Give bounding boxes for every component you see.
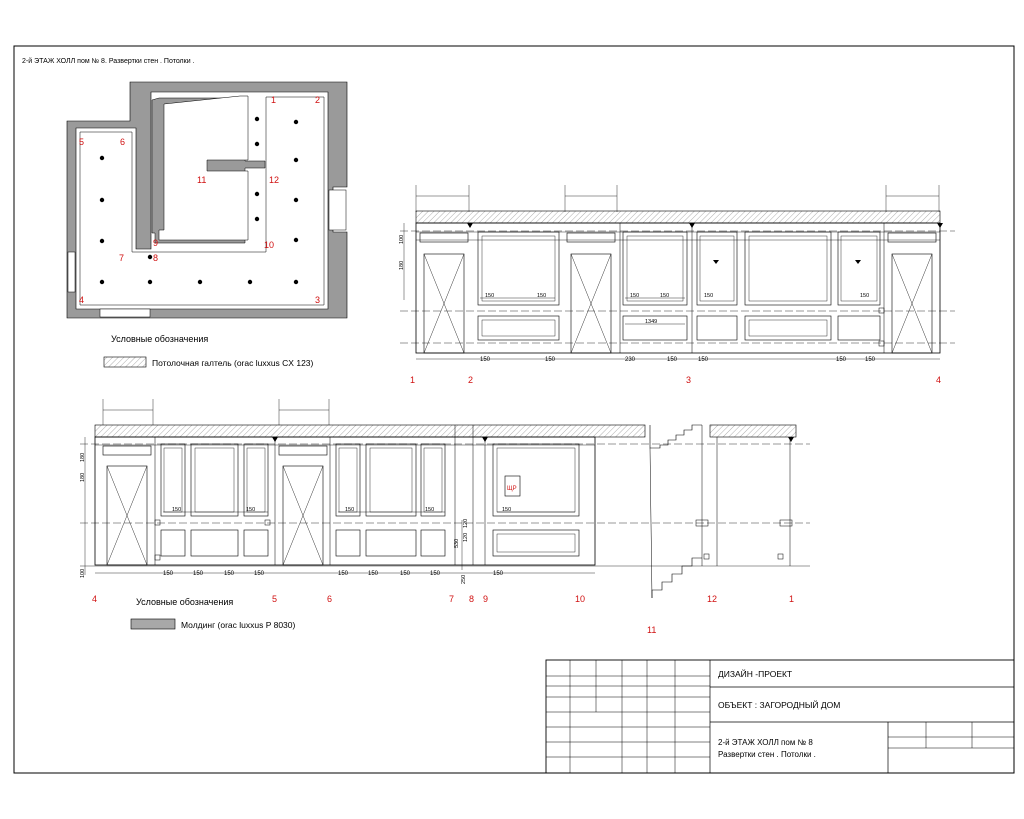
elev-bot-socket <box>778 554 783 559</box>
elev-bot-dim-b5: 150 <box>368 571 379 577</box>
title-sheet-line2: Развертки стен . Потолки . <box>718 750 816 759</box>
elev-bot-doors <box>103 446 327 565</box>
elev-bot-cornice <box>95 425 645 437</box>
plan-point-10: 10 <box>264 240 275 250</box>
elev-bot-dim-b3: 150 <box>254 571 265 577</box>
elev-bot-panel-tag: ЩР <box>507 486 517 492</box>
plan-point-4: 4 <box>79 295 85 305</box>
legend-moulding-swatch <box>131 619 175 629</box>
legend-cornice-swatch <box>104 357 146 367</box>
plan-point-2: 2 <box>315 95 321 105</box>
elev-bot-socket <box>155 520 160 525</box>
plan-door-gap <box>329 190 346 230</box>
title-sheet-line1: 2-й ЭТАЖ ХОЛЛ пом № 8 <box>718 738 813 747</box>
plan-point-12: 12 <box>269 175 280 185</box>
legend-bottom-title: Условные обозначения <box>136 597 234 607</box>
elev-bot-dim-b9: 150 <box>493 571 504 577</box>
plan-point-3: 3 <box>315 295 321 305</box>
elev-bot-dim-b2: 150 <box>224 571 235 577</box>
elev-top-sconce <box>855 260 861 264</box>
sheet-header: 2-й ЭТАЖ ХОЛЛ пом № 8. Развертки стен . Потолки . <box>22 58 195 65</box>
elev-bot-wall <box>95 437 595 565</box>
elev-top-dim-i0: 150 <box>485 293 495 299</box>
floor-plan <box>67 82 347 318</box>
elev-bot-label-11: 11 <box>647 625 657 635</box>
elev-bot-stair-lower <box>652 558 702 598</box>
elev-top-dim-ticks <box>416 185 939 212</box>
elev-bot-panels <box>161 444 579 556</box>
elev-top-cornice <box>416 211 940 223</box>
elev-top-dim-i1: 150 <box>537 293 547 299</box>
elev-top-label-3: 3 <box>686 375 692 385</box>
plan-point-8: 8 <box>153 253 159 263</box>
elev-bot-label-5: 5 <box>272 594 278 604</box>
elev-top-dim-i4: 150 <box>704 293 714 299</box>
elev-bot-dim-ticks <box>103 399 329 425</box>
elev-bot-dim-i3: 150 <box>425 507 435 513</box>
elev-top-dim-b6: 150 <box>865 357 876 363</box>
elev-top-label-2: 2 <box>468 375 474 385</box>
elev-bot-socket <box>155 555 160 560</box>
plan-point-1: 1 <box>271 95 277 105</box>
elev-top-label-4: 4 <box>936 375 942 385</box>
elev-bot-dim-v0: 180 <box>80 452 86 462</box>
elev-top-label-1: 1 <box>410 375 416 385</box>
elev-top-sconce <box>713 260 719 264</box>
elev-bot-dim-m1: 530 <box>454 538 460 548</box>
elev-top-dim-b0: 150 <box>480 357 491 363</box>
elev-top-doors <box>420 233 936 353</box>
elev-bot-stair <box>650 425 702 448</box>
elev-bot-dim-i4: 150 <box>502 507 512 513</box>
elev-bot-dim-b1: 150 <box>193 571 204 577</box>
elev-bot-label-10: 10 <box>575 594 586 604</box>
elev-bot-dim-m2: 120 <box>463 532 469 542</box>
plan-point-11: 11 <box>197 175 207 185</box>
elev-top-socket <box>879 308 884 313</box>
elev-top-dim-v0: 180 <box>399 260 405 270</box>
plan-point-9: 9 <box>153 238 159 248</box>
elevation-top <box>399 185 955 385</box>
plan-point-6: 6 <box>120 137 126 147</box>
elev-bot-label-6: 6 <box>327 594 333 604</box>
elev-top-dim-b2: 230 <box>625 357 636 363</box>
elev-top-dim-i2: 150 <box>630 293 640 299</box>
elev-bot-dim-b6: 150 <box>400 571 411 577</box>
elev-top-dim-i3: 150 <box>660 293 670 299</box>
elev-bot-label-12: 12 <box>707 594 718 604</box>
elev-bot-dim-b8: 250 <box>461 574 467 584</box>
elev-bot-dim-m0: 120 <box>463 518 469 528</box>
title-project: ДИЗАЙН -ПРОЕКТ <box>718 669 793 679</box>
elev-top-dim-b3: 150 <box>667 357 678 363</box>
elev-bot-dim-i1: 150 <box>246 507 256 513</box>
elev-bot-label-8: 8 <box>469 594 475 604</box>
legend-top-title: Условные обозначения <box>111 334 209 344</box>
elev-bot-socket <box>704 554 709 559</box>
elev-bot-dim-v2: 100 <box>80 568 86 578</box>
legend-cornice-label: Потолочная галтель (orac luxxus CX 123) <box>152 358 314 368</box>
elev-top-dim-b4: 150 <box>698 357 709 363</box>
elev-bot-dim-i0: 150 <box>172 507 182 513</box>
elev-bot-socket <box>265 520 270 525</box>
elev-top-dim-b5: 150 <box>836 357 847 363</box>
elev-top-wall <box>416 223 940 353</box>
title-block <box>546 660 1014 773</box>
plan-point-7: 7 <box>119 253 125 263</box>
elev-bot-label-9: 9 <box>483 594 489 604</box>
elev-bot-label-4: 4 <box>92 594 98 604</box>
plan-door-gap <box>100 309 150 317</box>
elev-top-dim-1349: 1349 <box>645 319 658 325</box>
plan-door-gap <box>68 252 75 292</box>
elev-bot-dim-b7: 150 <box>430 571 441 577</box>
elev-top-dim-i5: 150 <box>860 293 870 299</box>
title-object: ОБЪЕКТ : ЗАГОРОДНЫЙ ДОМ <box>718 700 841 710</box>
elev-bot-cornice-right <box>710 425 796 437</box>
elev-bot-dim-v1: 180 <box>80 472 86 482</box>
elev-bot-dim-b4: 150 <box>338 571 349 577</box>
elev-top-dim-v1: 100 <box>399 234 405 244</box>
plan-point-5: 5 <box>79 137 85 147</box>
elev-top-dim-b1: 150 <box>545 357 556 363</box>
elev-bot-dim-b0: 150 <box>163 571 174 577</box>
elev-top-socket <box>879 341 884 346</box>
elev-bot-label-7: 7 <box>449 594 455 604</box>
legend-moulding-label: Молдинг (orac luxxus P 8030) <box>181 620 296 630</box>
elev-bot-dim-i2: 150 <box>345 507 355 513</box>
elev-bot-label-1: 1 <box>789 594 795 604</box>
